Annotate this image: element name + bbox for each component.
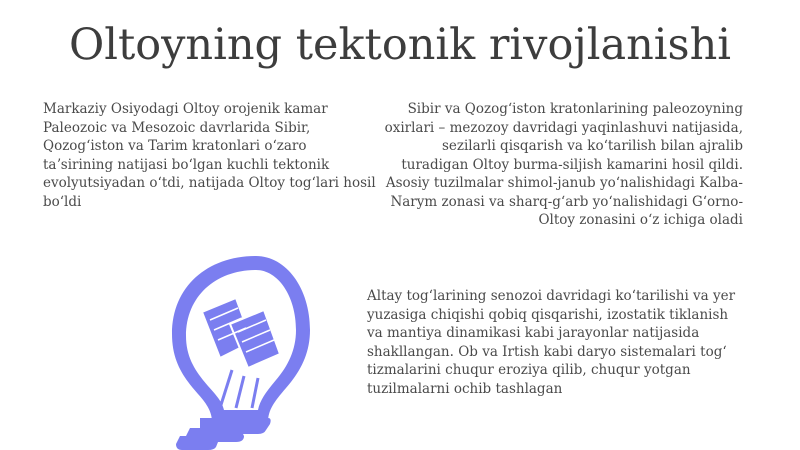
paragraph-left: Markaziy Osiyodagi Oltoy orojenik kamar Paleozoic va Mesozoic davrlarida Sibir, Qozogʻiston va Tarim kratonlari oʻzaro taʼsirining natijasi boʻlgan kuchli tektonik evolyutsiyadan oʻtdi, natijada Oltoy togʻlari hosil boʻldi [43, 101, 376, 210]
paragraph-right: Sibir va Qozogʻiston kratonlarining paleozoyning oxirlari – mezozoy davridagi yaqinlashuvi natijasida, sezilarli qisqarish va koʻtarilish bilan ajralib turadigan Oltoy burma-siljish kamarini hosil qildi. Asosiy tuzilmalar shimol-janub yoʻnalishidagi Kalba-Narym zonasi va sharq-gʻarb yoʻnalishidagi Gʻorno-Oltoy zonasini oʻz ichiga oladi [384, 101, 743, 228]
slide-title: Oltoyning tektonik rivojlanishi [68, 20, 732, 70]
lightbulb-book-icon [160, 250, 322, 450]
paragraph-bottom: Altay togʻlarining senozoi davridagi koʻtarilishi va yer yuzasiga chiqishi qobiq qisqarishi, izostatik tiklanish va mantiya dinamikasi kabi jarayonlar natijasida shakllangan. Ob va Irtish kabi daryo sistemalari togʻ tizmalarini chuqur eroziya qilib, chuqur yotgan tuzilmalarni ochib tashlagan [367, 288, 736, 397]
